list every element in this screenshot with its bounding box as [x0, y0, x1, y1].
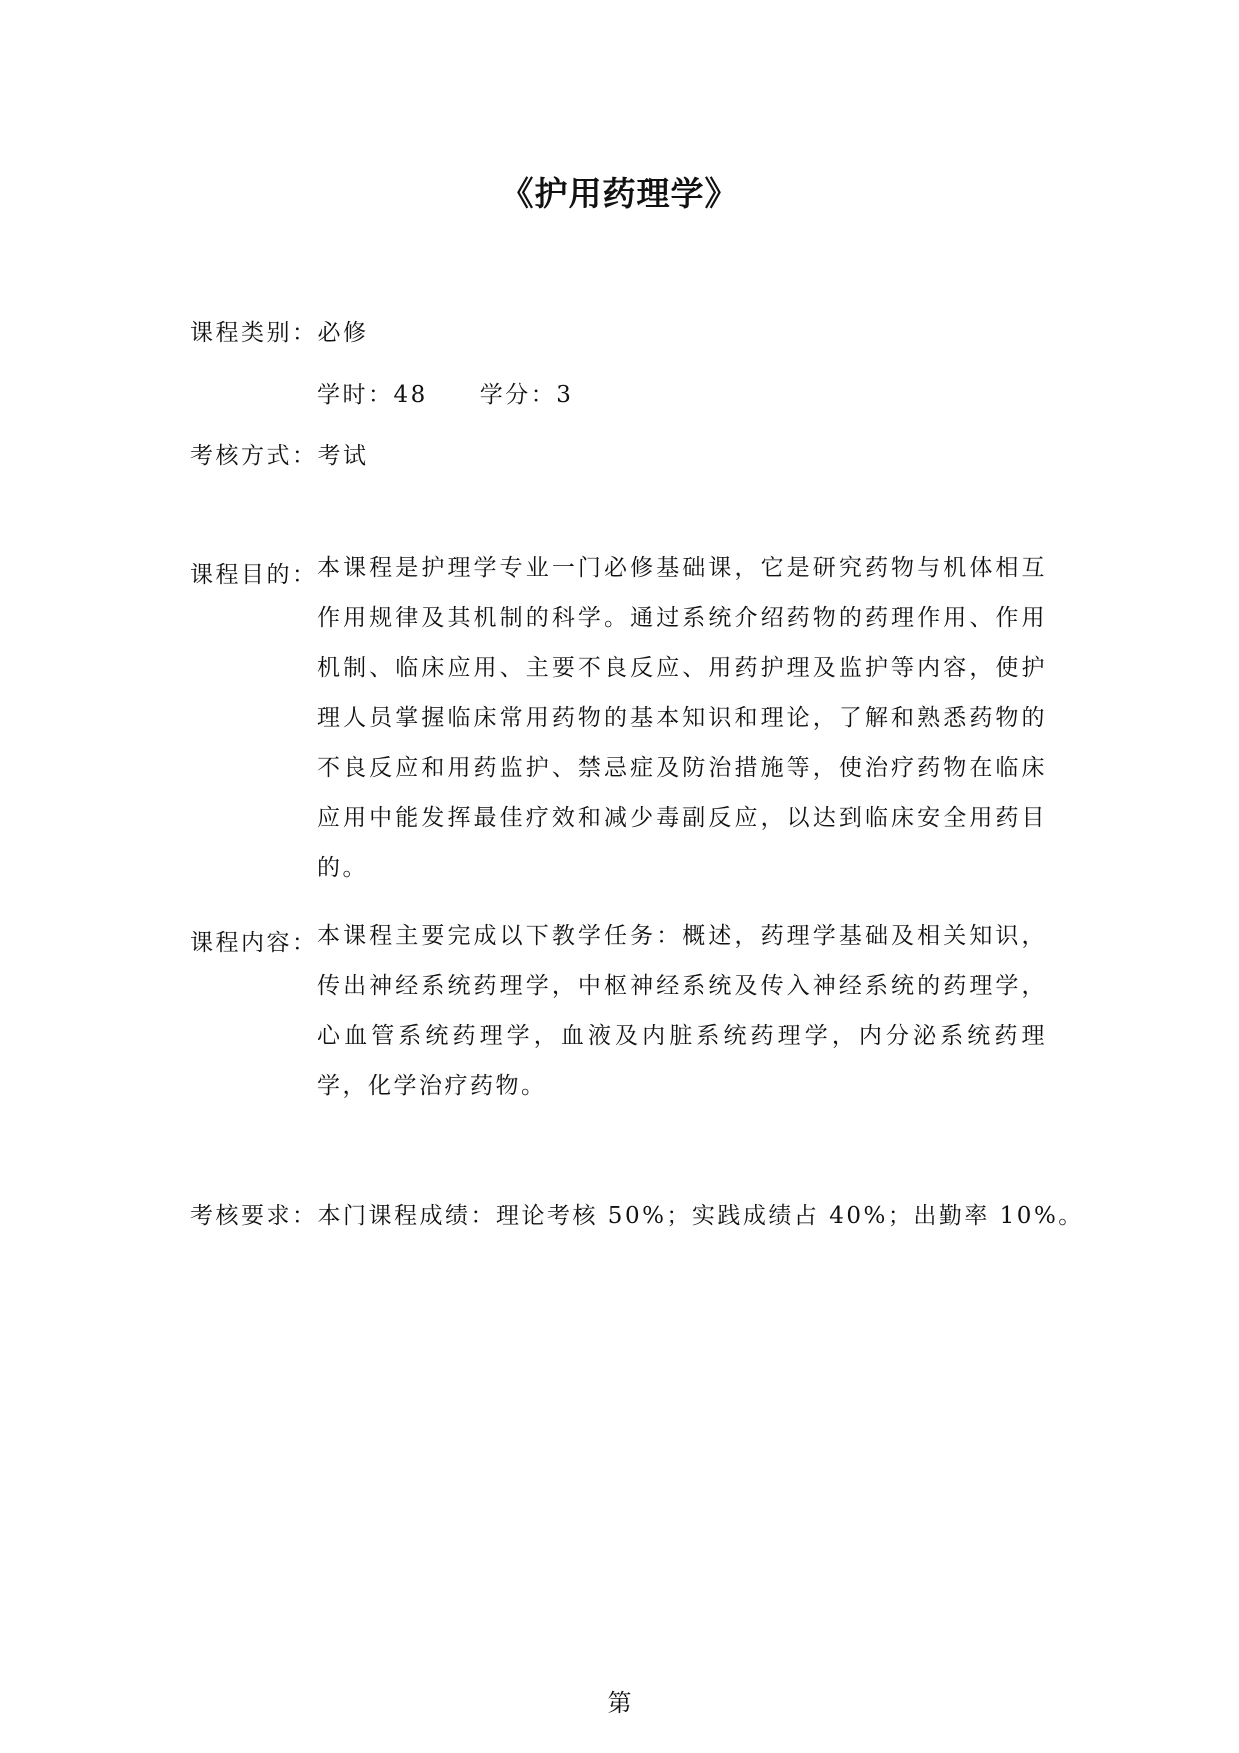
assessment-method-value: 考试 [317, 443, 369, 469]
hours-credits-line [317, 376, 573, 409]
course-title: 《护用药理学》 [500, 174, 739, 213]
course-content-label: 课程内容： [190, 930, 318, 956]
assessment-requirements-label: 考核要求： [190, 1203, 318, 1229]
course-category-label: 课程类别： [190, 320, 318, 346]
credits-value: 3 [556, 382, 574, 408]
hours-value: 48 [393, 382, 428, 408]
credits-label: 学分： [479, 382, 557, 408]
course-objective-text: 本课程是护理学专业一门必修基础课，它是研究药物与机体相互作用规律及其机制的科学。通过系统介绍药物的药理作用、作用机制、临床应用、主要不良反应、用药护理及监护等内容，使护理人员掌握临床常用药物的基本知识和理论，了解和熟悉药物的不良反应和用药监护、禁忌症及防治措施等，使治疗药物在临床应用中能发挥最佳疗效和减少毒副反应，以达到临床安全用药目的。 [317, 555, 1047, 881]
assessment-method-label: 考核方式： [190, 443, 318, 469]
course-objective-label: 课程目的： [190, 562, 318, 588]
page-footer: 第 [607, 1689, 632, 1717]
course-category-line [190, 314, 369, 347]
hours-label: 学时： [317, 382, 394, 408]
assessment-requirements-line [190, 1197, 1084, 1230]
assessment-method-line [190, 437, 369, 470]
course-category-value: 必修 [317, 320, 369, 346]
course-content-text: 本课程主要完成以下教学任务：概述，药理学基础及相关知识，传出神经系统药理学，中枢神经系统及传入神经系统的药理学，心血管系统药理学，血液及内脏系统药理学，内分泌系统药理学，化学治疗药物。 [317, 923, 1047, 1099]
assessment-requirements-text: 本门课程成绩：理论考核 50%；实践成绩占 40%；出勤率 10%。 [317, 1203, 1084, 1229]
